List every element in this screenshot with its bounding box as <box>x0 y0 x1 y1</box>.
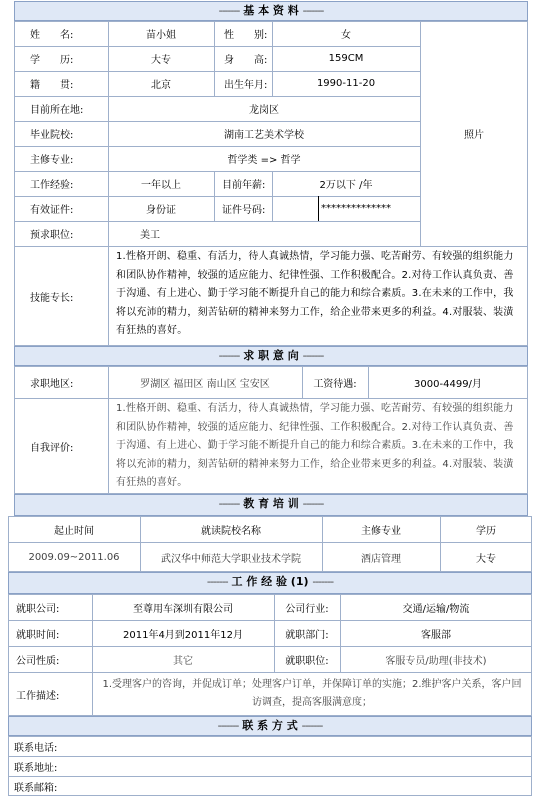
id-number-value: ************** <box>318 196 420 221</box>
position-label: 就职职位: <box>285 655 329 667</box>
section-header-education: ------- 教 育 培 训 ------- <box>14 494 528 516</box>
position-value: 客服专员/助理(非技术) <box>385 655 487 667</box>
section-title-education: 教 育 培 训 <box>243 497 299 510</box>
edu-cell-school: 武汉华中师范大学职业技术学院 <box>161 553 301 565</box>
experience-label: 工作经验: <box>30 180 74 191</box>
major-value: 哲学类 => 哲学 <box>227 155 301 166</box>
hometown-value: 北京 <box>151 80 171 91</box>
contact-email-label: 联系邮箱: <box>14 782 58 794</box>
hometown-label: 籍 贯: <box>30 80 74 91</box>
gender-value: 女 <box>341 30 351 41</box>
job-area-label: 求职地区: <box>30 378 74 390</box>
edu-header-period: 起止时间 <box>54 525 94 537</box>
photo-placeholder: 照片 <box>464 130 484 141</box>
major-label: 主修专业: <box>30 155 74 166</box>
school-label: 毕业院校: <box>30 130 74 141</box>
industry-label: 公司行业: <box>285 603 329 615</box>
edu-cell-major: 酒店管理 <box>361 553 401 565</box>
id-type-value: 身份证 <box>146 205 176 216</box>
contact-phone-label: 联系电话: <box>14 742 58 754</box>
industry-value: 交通/运输/物流 <box>402 603 470 615</box>
contact-address-label: 联系地址: <box>14 762 58 774</box>
self-eval-text: 1.性格开朗、稳重、有活力，待人真诚热情，学习能力强、吃苦耐劳、有较强的组织能力和团队协作精神，较强的适应能力、纪律性强、工作积极配合。2.对待工作认真负责、善于沟通、有上进心、勤于学习能不断提升自己的能力和综合素质。3.在未来的工作中，我将以充沛的精力，刻苦钻研的精神来努力工作，给企业带来更多的利益。4.对服装、装潢有狂热的喜好。 <box>116 403 514 488</box>
section-title-work: 工 作 经 验 (1) <box>231 575 309 588</box>
id-type-label: 有效证件: <box>30 205 74 216</box>
birth-label: 出生年月: <box>224 80 268 91</box>
company-value: 至尊用车深圳有限公司 <box>133 603 233 615</box>
work-time-value: 2011年4月到2011年12月 <box>123 629 243 641</box>
desired-job-value: 美工 <box>140 230 160 241</box>
edu-cell-period: 2009.09~2011.06 <box>28 551 120 563</box>
department-label: 就职部门: <box>285 629 329 641</box>
section-title-contact: 联 系 方 式 <box>242 719 298 732</box>
edu-cell-degree: 大专 <box>476 553 496 565</box>
section-header-contact: ------- 联 系 方 式 ------- <box>8 716 532 736</box>
name-value: 苗小姐 <box>146 30 176 41</box>
expected-pay-label: 工资待遇: <box>313 378 357 390</box>
job-area-value: 罗湖区 福田区 南山区 宝安区 <box>140 378 270 390</box>
gender-label: 性 别: <box>224 30 268 41</box>
section-title-intent: 求 职 意 向 <box>243 349 299 362</box>
height-label: 身 高: <box>224 55 268 66</box>
location-label: 目前所在地: <box>30 105 84 116</box>
salary-value: 2万以下 /年 <box>319 180 373 191</box>
department-value: 客服部 <box>421 629 451 641</box>
desired-job-label: 预求职位: <box>30 230 74 241</box>
section-header-basic: ------- 基 本 资 料 ------- <box>14 1 528 21</box>
self-eval-label: 自我评价: <box>30 442 74 454</box>
section-header-intent: ------- 求 职 意 向 ------- <box>14 346 528 366</box>
skills-label: 技能专长: <box>30 292 74 304</box>
edu-header-major: 主修专业 <box>361 525 401 537</box>
work-time-label: 就职时间: <box>16 629 60 641</box>
experience-value: 一年以上 <box>141 180 181 191</box>
section-header-work: ------- 工 作 经 验 (1) ------- <box>8 572 532 594</box>
company-nature-value: 其它 <box>173 655 193 667</box>
birth-value: 1990-11-20 <box>316 78 376 89</box>
edu-header-degree: 学历 <box>476 525 496 537</box>
salary-label: 目前年薪: <box>222 180 266 191</box>
section-title-basic: 基 本 资 料 <box>243 4 299 17</box>
skills-text: 1.性格开朗、稳重、有活力，待人真诚热情，学习能力强、吃苦耐劳、有较强的组织能力和团队协作精神，较强的适应能力、纪律性强、工作积极配合。2.对待工作认真负责、善于沟通、有上进心、勤于学习能不断提升自己的能力和综合素质。3.在未来的工作中，我将以充沛的精力，刻苦钻研的精神来努力工作，给企业带来更多的利益。4.对服装、装潢有狂热的喜好。 <box>116 251 514 336</box>
company-nature-label: 公司性质: <box>16 655 60 667</box>
location-value: 龙岗区 <box>249 105 279 116</box>
company-label: 就职公司: <box>16 603 60 615</box>
work-desc-text: 1.受理客户的咨询，并促成订单；处理客户订单，并保障订单的实施；2.维护客户关系，客户回访调查，提高客服满意度； <box>102 679 522 708</box>
education-value: 大专 <box>151 55 171 66</box>
id-number-label: 证件号码: <box>222 205 266 216</box>
expected-pay-value: 3000-4499/月 <box>414 378 482 390</box>
education-label: 学 历: <box>30 55 74 66</box>
edu-header-school: 就读院校名称 <box>201 525 261 537</box>
school-value: 湖南工艺美术学校 <box>224 130 304 141</box>
name-label: 姓 名: <box>30 30 74 41</box>
height-value: 159CM <box>328 53 364 64</box>
work-desc-label: 工作描述: <box>16 690 60 702</box>
